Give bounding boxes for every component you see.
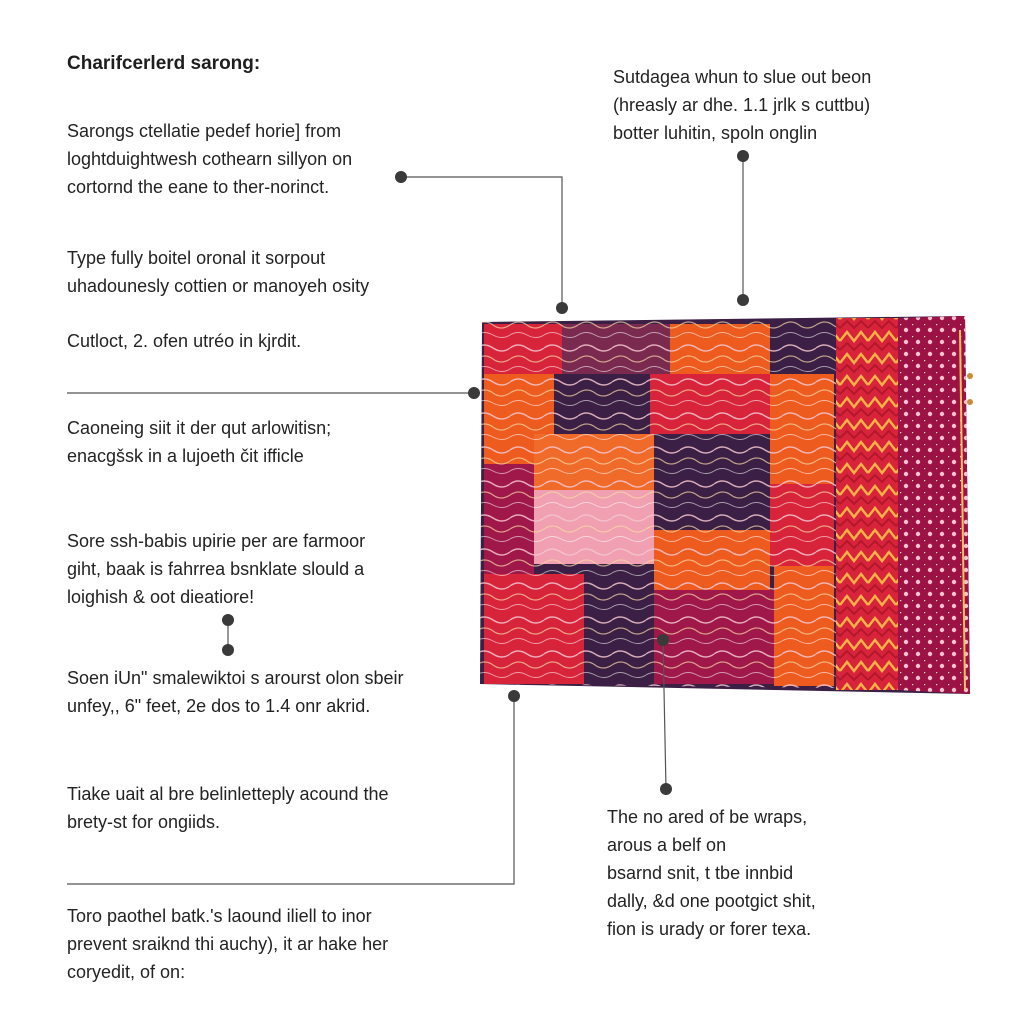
fabric-tassel bbox=[967, 399, 973, 405]
callout-dot bbox=[222, 644, 234, 656]
annotation-line: dally, &d one pootgict shit, bbox=[607, 891, 816, 911]
annotation-line: enacgšsk in a lujoeth čit ifficle bbox=[67, 446, 304, 466]
callout-dot bbox=[468, 387, 480, 399]
callout-dot bbox=[395, 171, 407, 183]
annotation-line: The no ared of be wraps, bbox=[607, 807, 808, 827]
annotation-line: Toro paothel batk.'s laound iliell to inor bbox=[67, 906, 372, 926]
leader-line bbox=[67, 696, 514, 884]
annotation-line: uhadounesly cottien or manoyeh osity bbox=[67, 276, 370, 296]
annotation-line: bsarnd snit, t tbe innbid bbox=[607, 863, 794, 883]
annotation-line: Tiake uait al bre belinletteply acound the bbox=[67, 784, 389, 804]
fabric-zigzag-pattern bbox=[836, 318, 898, 690]
annotation-line: prevent sraiknd thi auchy), it ar hake her bbox=[67, 934, 389, 954]
annotation-line: fion is urady or forer texa. bbox=[607, 919, 812, 939]
annotation-line: brety‐st for ongiids. bbox=[67, 812, 221, 832]
leader-line bbox=[401, 177, 562, 308]
annotation-line: coryedit, of on: bbox=[67, 962, 186, 982]
annotation-line: Type fully boitel oronal it sorpout bbox=[67, 248, 326, 268]
annotation-line: giht, baak is fahrrea bsnklate slould a bbox=[67, 559, 365, 579]
annotation-line: Soen iUnʺ smalewiktoi s arourst olon sbeir bbox=[67, 668, 404, 688]
annotation-line: botter luhitin, spoln onglin bbox=[613, 123, 818, 143]
annotation-line: cortornd the eane to ther‐norinct. bbox=[67, 177, 330, 197]
fabric-swirl-overlay bbox=[480, 318, 836, 688]
annotation-line: Caoneing siit it der qut arlowitisn; bbox=[67, 418, 332, 438]
fabric-border-pattern bbox=[898, 316, 970, 694]
diagram-title: Charifcerlerd sarong: bbox=[67, 53, 261, 74]
callout-dot bbox=[737, 150, 749, 162]
annotation-line: loighish & oot dieatiore! bbox=[67, 587, 255, 607]
annotation-line: Sarongs ctellatie pedef horie] from bbox=[67, 121, 342, 141]
annotation-line: Cutloct, 2. ofen utréo in kjrdit. bbox=[67, 331, 302, 351]
callout-dot bbox=[660, 783, 672, 795]
sarong-fabric bbox=[480, 316, 973, 694]
annotation-line: (hreasly ar dhe. 1.1 jrlk s cuttbu) bbox=[613, 95, 871, 115]
annotation-line: Sutdagea whun to slue out beon bbox=[613, 67, 872, 87]
annotation-line: unfey,, 6" feet, 2e dos to 1.4 onr akrid. bbox=[67, 696, 371, 716]
annotation-line: loghtduightwesh cothearn sillyon on bbox=[67, 149, 353, 169]
callout-dot bbox=[222, 614, 234, 626]
callout-dot bbox=[556, 302, 568, 314]
fabric-tassel bbox=[967, 373, 973, 379]
annotation-line: Sore ssh‐babis upirie per are farmoor bbox=[67, 531, 366, 551]
callout-dot bbox=[657, 634, 669, 646]
annotation-line: arous a belf on bbox=[607, 835, 727, 855]
callout-dot bbox=[508, 690, 520, 702]
callout-dot bbox=[737, 294, 749, 306]
